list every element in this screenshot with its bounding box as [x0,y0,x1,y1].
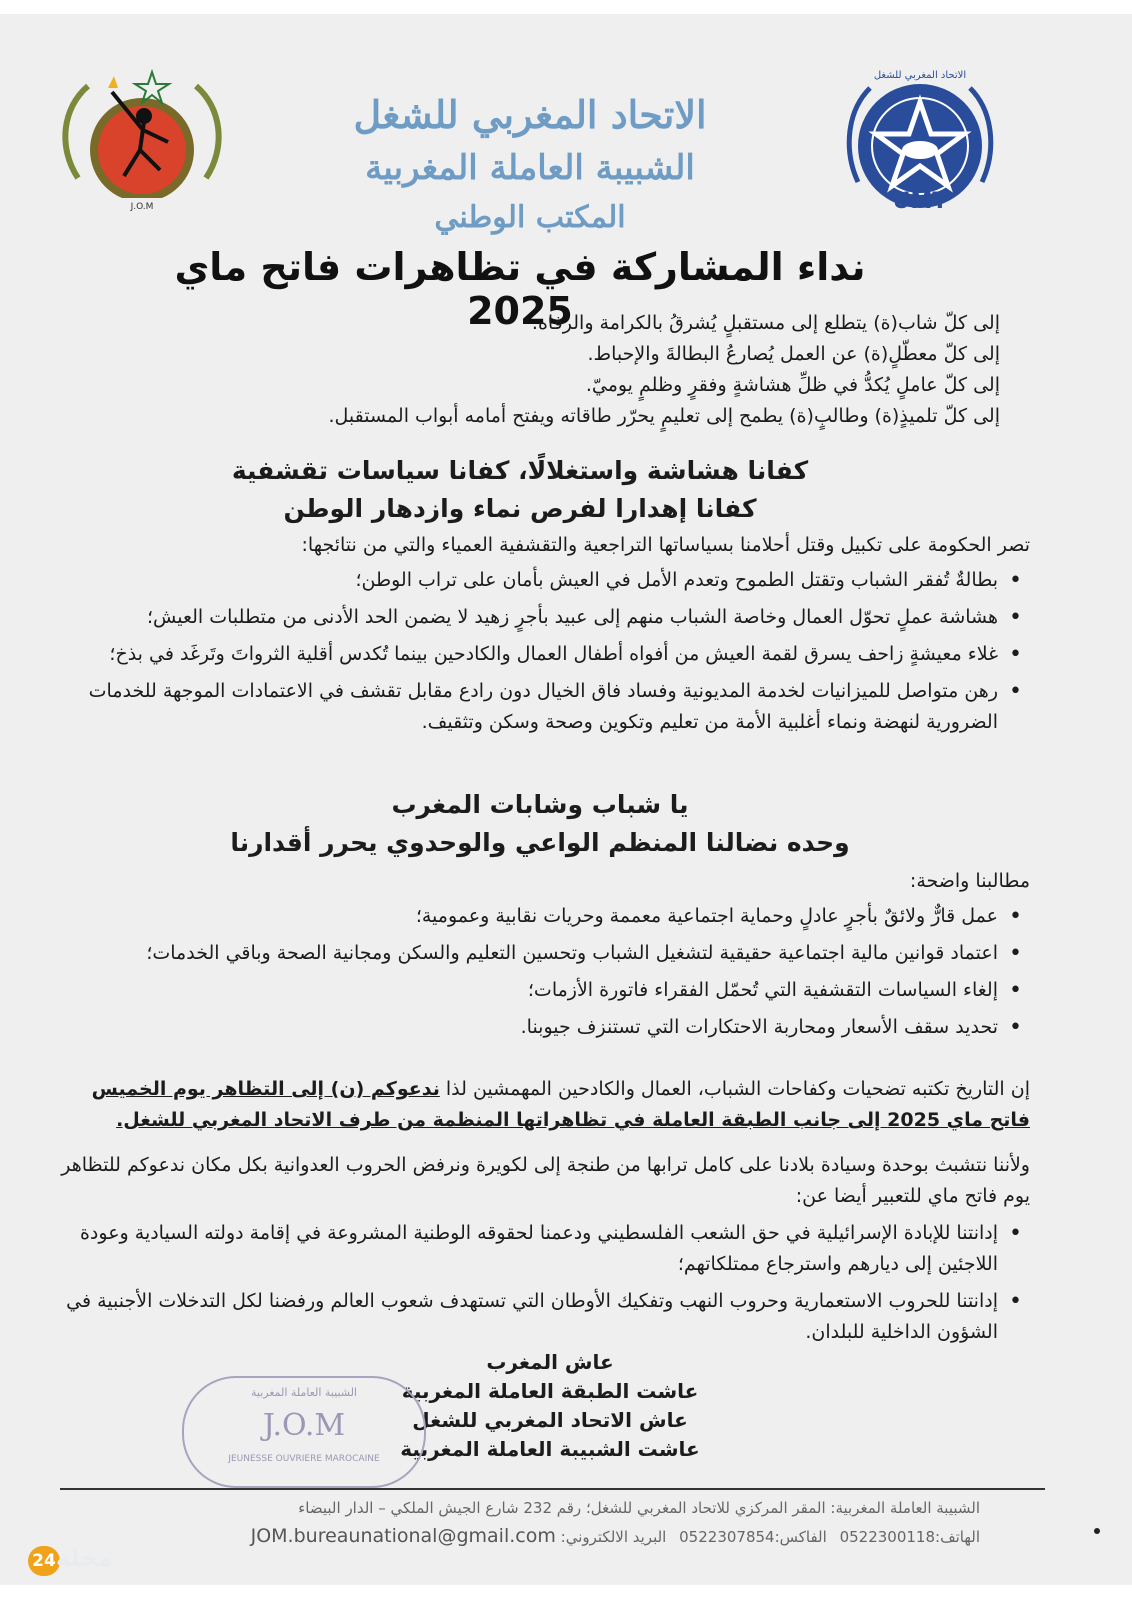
footer-divider [60,1488,1045,1490]
stamp-bottom-text: JEUNESSE OUVRIERE MAROCAINE [228,1454,380,1464]
condemnations-list [60,1218,1030,1348]
closing-line: عاشت الطبقة العاملة المغربية [401,1379,699,1403]
intro-block [120,308,1000,432]
list-item: • غلاء معيشةٍ زاحف يسرق لقمة العيش من أفواه أطفال العمال والكادحين بينما تُكدس أقلية الثرواتَ وتَرغَد في بذخ؛ [60,639,1030,670]
demands-list [60,901,1030,1043]
intro-line: إلى كلّ تلميذٍ(ة) وطالبٍ(ة) يطمح إلى تعليمٍ يحرّر طاقاته ويفتح أمامه أبواب المستقبل. [328,405,1000,427]
footer-contacts [120,1522,980,1551]
top-border [0,0,1132,14]
call-paragraph [60,1074,1030,1136]
umt-logo [838,62,1002,226]
fax-label: الفاكس: [774,1528,827,1546]
closing-line: عاش المغرب [486,1350,614,1374]
list-item: • اعتماد قوانين مالية اجتماعية حقيقية لتشغيل الشباب وتحسين التعليم والسكن ومجانية الصحة وباقي الخدمات؛ [60,938,1030,969]
list-item: • تحديد سقف الأسعار ومحاربة الاحتكارات التي تستنزف جيوبنا. [60,1012,1030,1043]
gov-intro: تصر الحكومة على تكبيل وقتل أحلامنا بسياساتها التراجعية والتقشفية العمياء والتي من نتائجها: [301,534,1030,556]
umt-logo-ring-text: الاتحاد المغربي للشغل [873,70,967,81]
org-name: الاتحاد المغربي للشغل [353,92,707,137]
email-address[interactable]: JOM.bureaunational@gmail.com [250,1525,556,1547]
phone-label: الهاتف: [935,1528,980,1546]
fax-number: 0522307854 [679,1528,775,1546]
youth-org-name: الشبيبة العاملة المغربية [365,148,695,188]
slogan-line: كفانا إهدارا لفرص نماء وازدهار الوطن [283,494,757,523]
stamp-top-text: الشبيبة العاملة المغربية [251,1386,357,1399]
slogan-block-1 [160,452,880,528]
intro-line: إلى كلّ معطّلٍ(ة) عن العمل يُصارعُ البطالةَ والإحباط. [587,343,1000,365]
list-item: • بطالةٌ تُفقر الشباب وتقتل الطموح وتعدم الأمل في العيش بأمان على تراب الوطن؛ [60,565,1030,596]
results-section [60,530,1030,744]
jom-logo [48,58,236,218]
bottom-border [0,1585,1132,1599]
page-dot [1094,1528,1100,1534]
intro-line: إلى كلّ شاب(ة) يتطلع إلى مستقبلٍ يُشرقُ بالكرامة والرفاه. [531,312,1000,334]
watermark-logo [6,1542,116,1582]
closing-line: عاشت الشبيبة العاملة المغربية [400,1437,700,1461]
umt-logo-text: UMT [892,189,948,214]
phone-number: 0522300118 [839,1528,936,1546]
closing-block [390,1348,710,1464]
demands-section [60,866,1030,1049]
list-item: • عمل قارٌّ ولائقٌ بأجرٍ عادلٍ وحماية اجتماعية معممة وحريات نقابية وعمومية؛ [60,901,1030,932]
list-item: • إلغاء السياسات التقشفية التي تُحمّل الفقراء فاتورة الأزمات؛ [60,975,1030,1006]
national-office: المكتب الوطني [434,200,626,235]
slogan-block-2 [200,786,880,862]
footer-address: الشبيبة العاملة المغربية: المقر المركزي للاتحاد المغربي للشغل؛ رقم 232 شارع الجيش الملكي – الدار البيضاء [298,1499,980,1517]
closing-line: عاش الاتحاد المغربي للشغل [412,1408,688,1432]
call-text: إن التاريخ تكتبه تضحيات وكفاحات الشباب، العمال والكادحين المهمشين لذا [439,1078,1030,1100]
list-item: • هشاشة عملٍ تحوّل العمال وخاصة الشباب منهم إلى عبيد بأجرٍ زهيد لا يضمن الحد الأدنى من متطلبات العيش؛ [60,602,1030,633]
solidarity-section [60,1150,1030,1354]
demands-title: مطالبنا واضحة: [909,870,1030,892]
jom-logo-caption: J.O.M [130,202,154,212]
list-item: • إدانتنا للإبادة الإسرائيلية في حق الشعب الفلسطيني ودعمنا لحقوقه الوطنية المشروعة في إقامة دولته السيادية وعودة اللاجئين إلى ديارهم واسترجاع ممتلكاتهم؛ [60,1218,1030,1280]
watermark-text: مجلة [56,1544,113,1572]
list-item: • إدانتنا للحروب الاستعمارية وحروب النهب وتفكيك الأوطان التي تستهدف شعوب العالم ورفضنا لكل التدخلات الأجنبية في الشؤون الداخلية للبلدان. [60,1286,1030,1348]
call-emphasis: ندعوكم (ن) إلى التظاهر يوم الخميس فاتح ماي 2025 إلى جانب الطبقة العاملة في تظاهراتها المنظمة من طرف الاتحاد المغربي للشغل. [91,1078,1030,1131]
slogan-line: كفانا هشاشة واستغلالًا، كفانا سياسات تقشفية [231,456,809,485]
email-label: البريد الالكتروني: [560,1528,667,1546]
watermark-number: 24 [28,1546,60,1576]
solidarity-intro: ولأننا نتشبث بوحدة وسيادة بلادنا على كامل ترابها من طنجة إلى لكويرة ونرفض الحروب العدوانية بكل مكان ندعوكم للتظاهر يوم فاتح ماي للتعبير أيضا عن: [61,1154,1030,1207]
footer [120,1494,980,1551]
results-list [60,565,1030,738]
slogan-line: وحده نضالنا المنظم الواعي والوحدوي يحرر أقدارنا [230,828,850,857]
page-title: نداء المشاركة في تظاهرات فاتح ماي 2025 [174,245,866,333]
stamp-center-text: J.O.M [262,1408,346,1443]
intro-line: إلى كلّ عاملٍ يُكدُّ في ظلِّ هشاشةٍ وفقرٍ وظلمٍ يوميّ. [585,374,1000,396]
jom-stamp [182,1376,426,1488]
list-item: • رهن متواصل للميزانيات لخدمة المديونية وفساد فاق الخيال دون رادع مقابل تقشف في الاعتمادات الموجهة للخدمات الضرورية لنهضة ونماء أغلبية الأمة من تعليم وتكوين وصحة وسكن وتثقيف. [60,676,1030,738]
slogan-line: يا شباب وشابات المغرب [391,790,689,819]
